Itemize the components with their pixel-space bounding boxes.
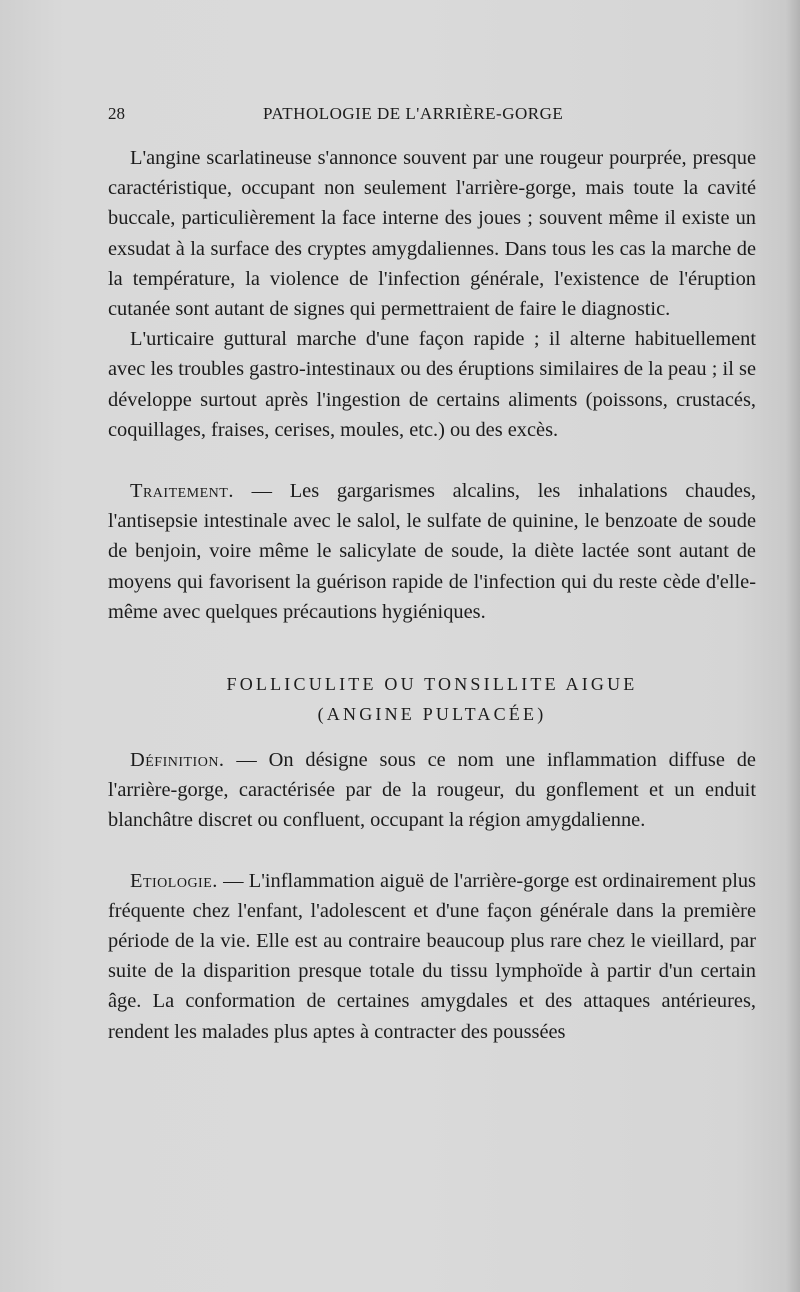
body-text <box>108 143 756 1047</box>
running-title: PATHOLOGIE DE L'ARRIÈRE-GORGE <box>263 104 564 123</box>
section-title-line2: (ANGINE PULTACÉE) <box>317 704 547 725</box>
definition-label: Définition. <box>130 749 225 772</box>
etiologie-label: Etiologie. <box>130 869 218 892</box>
page-number: 28 <box>108 104 125 123</box>
paragraph-urticaire: L'urticaire guttural marche d'une façon rapide ; il alterne habituellement avec les troubles gastro-intestinaux ou des éruptions similaires de la peau ; il se développe surtout après l'ingestion de certains aliments (poissons, crustacés, coquillages, fraises, cerises, moules, etc.) ou des excès. <box>108 328 756 441</box>
section-title-line1: FOLLICULITE OU TONSILLITE AIGUE <box>226 674 638 695</box>
traitement-text: — Les gargarismes alcalins, les inhalations chaudes, l'antisepsie intestinale avec le salol, le sulfate de quinine, le benzoate de soude de benjoin, voire même le salicylate de soude, la diète lactée sont autant de moyens qui favorisent la guérison rapide de l'infection qui du reste cède d'elle-même avec quelques précautions hygiéniques. <box>108 480 756 623</box>
section-heading <box>108 669 756 729</box>
definition-text: — On désigne sous ce nom une inflammation diffuse de l'arrière-gorge, caractérisée par de la rougeur, du gonflement et un enduit blanchâtre discret ou confluent, occupant la région amygdalienne. <box>108 749 756 832</box>
paragraph-etiologie <box>108 866 756 1047</box>
etiologie-text: — L'inflammation aiguë de l'arrière-gorge est ordinairement plus fréquente chez l'enfant, l'adolescent et d'une façon générale dans la première période de la vie. Elle est au contraire beaucoup plus rare chez le vieillard, par suite de la disparition presque totale du tissu lymphoïde à partir d'un certain âge. La conformation de certaines amygdales et des attaques antérieures, rendent les malades plus aptes à contracter des poussées <box>108 869 756 1043</box>
paragraph-traitement <box>108 476 756 627</box>
traitement-label: Traitement. <box>130 480 234 503</box>
paragraph-scarlatine: L'angine scarlatineuse s'annonce souvent par une rougeur pourprée, presque caractéristique, occupant non seulement l'arrière-gorge, mais toute la cavité buccale, particulièrement la face interne des joues ; souvent même il existe un exsudat à la surface des cryptes amygdaliennes. Dans tous les cas la marche de la température, la violence de l'infection générale, l'existence de l'éruption cutanée sont autant de signes qui permettraient de faire le diagnostic. <box>108 147 756 321</box>
running-head <box>108 104 758 132</box>
paragraph-definition <box>108 745 756 836</box>
